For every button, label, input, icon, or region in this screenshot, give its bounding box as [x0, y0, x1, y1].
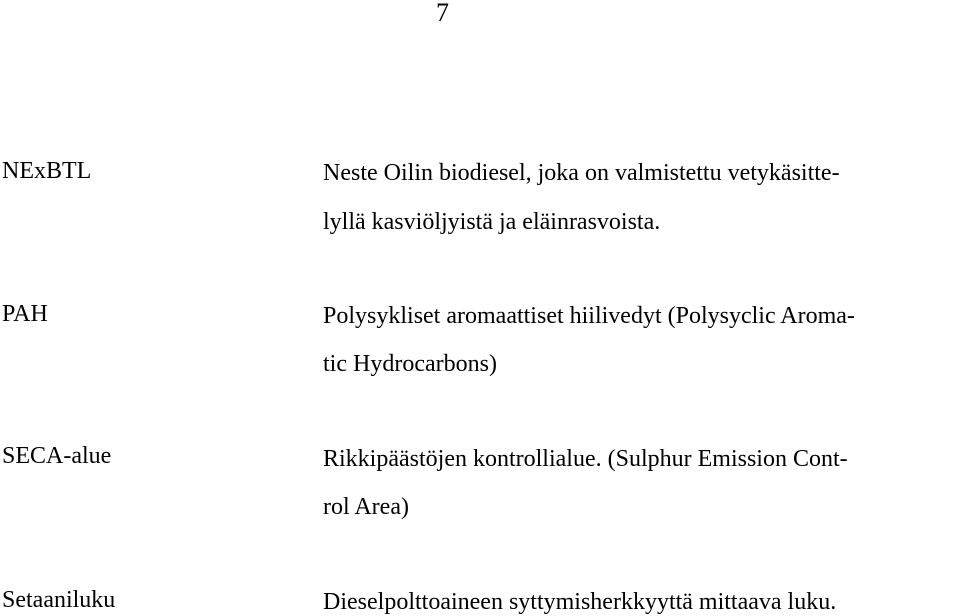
glossary-definition-line: Rikkipäästöjen kontrollialue. (Sulphur Emission Cont-	[323, 446, 848, 472]
glossary-definition-line: rol Area)	[323, 494, 409, 520]
glossary-definition-line: Dieselpolttoaineen syttymisherkkyyttä mittaava luku.	[323, 589, 837, 615]
glossary-definition-line: lyllä kasviöljyistä ja eläinrasvoista.	[323, 209, 661, 235]
glossary-term: SECA-alue	[2, 443, 112, 469]
glossary-term: Setaaniluku	[2, 587, 116, 613]
glossary-definition-line: Neste Oilin biodiesel, joka on valmistettu vetykäsitte-	[323, 160, 840, 186]
page-number: 7	[436, 0, 449, 27]
glossary-term: NExBTL	[2, 158, 92, 184]
glossary-definition-line: Polysykliset aromaattiset hiilivedyt (Polysyclic Aroma-	[323, 303, 855, 329]
glossary-term: PAH	[2, 301, 48, 327]
glossary-definition-line: tic Hydrocarbons)	[323, 351, 497, 377]
